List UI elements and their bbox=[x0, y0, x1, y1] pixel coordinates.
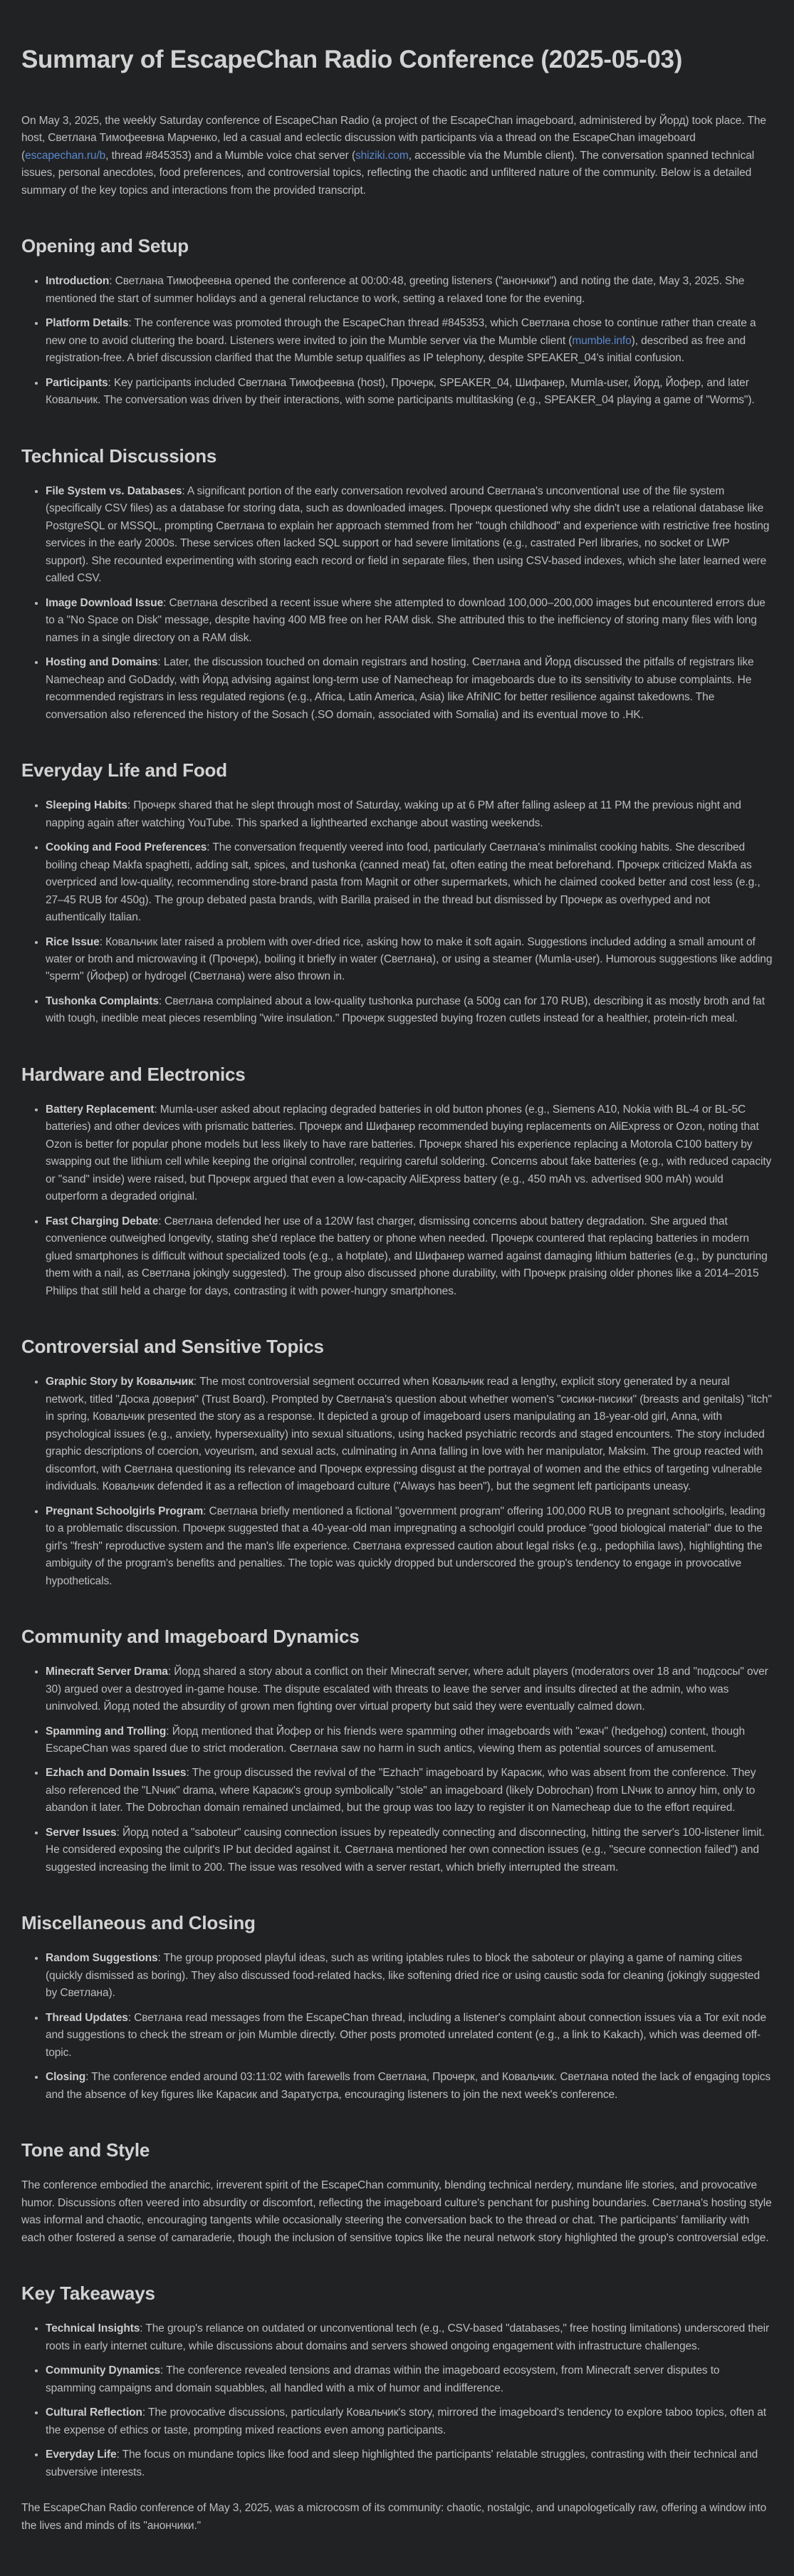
bullet-label: Spamming and Trolling bbox=[46, 1725, 167, 1738]
bullet-label: Random Suggestions bbox=[46, 1952, 158, 1965]
bullet-list bbox=[21, 1373, 773, 1590]
bullet-item: • Thread Updates: Светлана read messages from the EscapeChan thread, including a listener's complaint about connection issues via a Tor exit node and suggestions to check the stream or join Mumble directly. Other posts promoted unrelated content (e.g., a link to Kakach), which was deemed off-topic. bbox=[46, 2010, 773, 2062]
section-heading-key-takeaways: Key Takeaways bbox=[21, 2282, 155, 2305]
section-heading-hardware-and-electronics: Hardware and Electronics bbox=[21, 1063, 246, 1085]
bullet-list bbox=[21, 483, 773, 724]
bullet-label: Pregnant Schoolgirls Program bbox=[46, 1505, 204, 1517]
bullet-list bbox=[21, 1663, 773, 1876]
bullet-label: Cooking and Food Preferences bbox=[46, 841, 207, 854]
bullet-list bbox=[21, 797, 773, 1028]
bullet-label: Image Download Issue bbox=[46, 596, 164, 609]
bullet-label: Technical Insights bbox=[46, 2322, 140, 2335]
bullet-label: Introduction bbox=[46, 275, 110, 288]
bullet-item: • Graphic Story by Ковальчик: The most controversial segment occurred when Ковальчик read a lengthy, explicit story generated by a neural network, titled "Доска доверия" (Trust Board). Prompted by Светлана's question about whether women's "сисики-писики" (breasts and genitals) "itch" in spring, Ковальчик presented the story as a response. It depicted a group of imageboard users manipulating an 18-year-old girl, Anna, with psychological issues (e.g., anxiety, hypersexuality) into sexual situations, using hacked psychiatric records and staged encounters. The story included graphic descriptions of coercion, voyeurism, and sexual acts, culminating in Anna falling in love with her manipulator, Maksim. The group reacted with discomfort, with Светлана questioning its relevance and Прочерк expressing disgust at the portrayal of women and the ethics of targeting vulnerable individuals. Ковальчик defended it as a reflection of imageboard culture ("Always has been"), but the segment left participants uneasy. bbox=[46, 1373, 773, 1495]
bullet-item: • Image Download Issue: Светлана described a recent issue where she attempted to download 100,000–200,000 images but encountered errors due to a "No Space on Disk" message, despite having 400 MB free on her RAM disk. She attributed this to the inefficiency of storing many files with long names in a single directory on a RAM disk. bbox=[46, 595, 773, 647]
bullet-item: • Spamming and Trolling: Йорд mentioned that Йофер or his friends were spamming other imageboards with "ежач" (hedgehog) content, though EscapeChan was spared due to strict moderation. Светлана saw no harm in such antics, viewing them as potential sources of amusement. bbox=[46, 1723, 773, 1758]
section-heading-miscellaneous-and-closing: Miscellaneous and Closing bbox=[21, 1912, 256, 1934]
bullet-item: • Tushonka Complaints: Светлана complained about a low-quality tushonka purchase (a 500g can for 170 RUB), describing it as mostly broth and fat with tough, inedible meat pieces resembling "wire insulation." Прочерк suggested buying frozen cutlets instead for a healthier, protein-rich meal. bbox=[46, 993, 773, 1028]
bullet-item: • Everyday Life: The focus on mundane topics like food and sleep highlighted the participants' relatable struggles, contrasting with their technical and subversive interests. bbox=[46, 2446, 773, 2481]
bullet-label: Hosting and Domains bbox=[46, 656, 158, 669]
section-heading-tone-and-style: Tone and Style bbox=[21, 2139, 150, 2161]
section-heading-community-and-imageboard-dynamics: Community and Imageboard Dynamics bbox=[21, 1626, 360, 1648]
bullet-item: • Rice Issue: Ковальчик later raised a problem with over-dried rice, asking how to make it soft again. Suggestions included adding a small amount of water or broth and microwaving it (Прочерк), boiling it briefly in water (Светлана), or using a steamer (Mumla-user). Humorous suggestions like adding "sperm" (Йофер) or hydrogel (Светлана) were also thrown in. bbox=[46, 934, 773, 986]
bullet-label: Graphic Story by Ковальчик bbox=[46, 1376, 194, 1388]
bullet-label: Cultural Reflection bbox=[46, 2406, 142, 2419]
section-heading-technical-discussions: Technical Discussions bbox=[21, 445, 217, 467]
bullet-item: • Ezhach and Domain Issues: The group discussed the revival of the "Ezhach" imageboard by Карасик, who was absent from the conference. They also referenced the "LNчик" drama, where Карасик's group symbolically "stole" an imageboard (likely Dobrochan) from LNчик to annoy him, only to abandon it later. The Dobrochan domain remained unclaimed, but the group was too lazy to register it on Namecheap due to the effort required. bbox=[46, 1765, 773, 1817]
bullet-item: • Battery Replacement: Mumla-user asked about replacing degraded batteries in old button phones (e.g., Siemens A10, Nokia with BL-4 or BL-5C batteries) and other devices with prismatic batteries. Прочерк and Шифанер recommended buying replacements on AliExpress or Ozon, noting that Ozon is better for popular phone models but less likely to have rare batteries. Прочерк shared his experience replacing a Motorola C100 battery by swapping out the lithium cell while keeping the original controller, requiring careful soldering. Concerns about fake batteries (e.g., with reduced capacity or "sand" inside) were raised, but Прочерк argued that even a low-capacity AliExpress battery (e.g., 450 mAh vs. advertised 900 mAh) would outperform a degraded original. bbox=[46, 1101, 773, 1206]
bullet-item: • Introduction: Светлана Тимофеевна opened the conference at 00:00:48, greeting listeners ("анончики") and noting the date, May 3, 2025. She mentioned the start of summer holidays and a general reluctance to work, setting a relaxed tone for the evening. bbox=[46, 273, 773, 308]
bullet-label: Platform Details bbox=[46, 317, 129, 330]
bullet-item: • Closing: The conference ended around 03:11:02 with farewells from Светлана, Прочерк, and Ковальчик. Светлана noted the lack of engaging topics and the absence of key figures like Карасик and Заратустра, encouraging listeners to join the next week's conference. bbox=[46, 2069, 773, 2104]
bullet-item: • Cooking and Food Preferences: The conversation frequently veered into food, particularly Светлана's minimalist cooking habits. She described boiling cheap Makfa spaghetti, adding salt, spices, and tushonka (canned meat) fat, often eating the meat beforehand. Прочерк criticized Makfa as overpriced and low-quality, recommending store-brand pasta from Magnit or other supermarkets, which he claimed cooked better and cost less (e.g., 27–45 RUB for 450g). The group debated pasta brands, with Barilla praised in the thread but dismissed by Прочерк as overhyped and not authentically Italian. bbox=[46, 839, 773, 926]
section-heading-controversial-and-sensitive-topics: Controversial and Sensitive Topics bbox=[21, 1336, 324, 1358]
bullet-label: Server Issues bbox=[46, 1826, 117, 1839]
bullet-item: • Pregnant Schoolgirls Program: Светлана briefly mentioned a fictional "government program" offering 100,000 RUB to pregnant schoolgirls, leading to a problematic discussion. Прочерк suggested that a 40-year-old man impregnating a schoolgirl could produce "good biological material" due to the girl's "fresh" reproductive system and the man's life experience. Светлана expressed caution about legal risks (e.g., pedophilia laws), highlighting the ambiguity of the program's benefits and penalties. The topic was quickly dropped but underscored the group's tendency to engage in provocative hypotheticals. bbox=[46, 1503, 773, 1590]
bullet-list bbox=[21, 273, 773, 409]
bullet-label: Community Dynamics bbox=[46, 2364, 160, 2377]
bullet-label: Participants bbox=[46, 376, 108, 389]
inline-link[interactable]: mumble.info bbox=[572, 334, 632, 347]
bullet-item: • Community Dynamics: The conference revealed tensions and dramas within the imageboard ecosystem, from Minecraft server disputes to spamming campaigns and domain squabbles, all handled with a mix of humor and indifference. bbox=[46, 2362, 773, 2397]
bullet-item: • Participants: Key participants included Светлана Тимофеевна (host), Прочерк, SPEAKER_04, Шифанер, Mumla-user, Йорд, Йофер, and later Ковальчик. The conversation was driven by their interactions, with some participants multitasking (e.g., SPEAKER_04 playing a game of "Worms"). bbox=[46, 375, 773, 410]
section-paragraph: The conference embodied the anarchic, irreverent spirit of the EscapeChan community, blending technical nerdery, mundane life stories, and provocative humor. Discussions often veered into absurdity or discomfort, reflecting the imageboard culture's penchant for pushing boundaries. Светлана's hosting style was informal and chaotic, encouraging tangents while occasionally steering the conversation back to the thread or chat. The participants' familiarity with each other fostered a sense of camaraderie, though the inclusion of sensitive topics like the neural network story highlighted the group's controversial edge. bbox=[21, 2179, 772, 2244]
closing-paragraph: The EscapeChan Radio conference of May 3, 2025, was a microcosm of its community: chaotic, nostalgic, and unapologetically raw, offering a window into the lives and minds of its "анончики." bbox=[21, 2502, 767, 2532]
bullet-label: Minecraft Server Drama bbox=[46, 1666, 168, 1678]
inline-link[interactable]: shiziki.com bbox=[355, 149, 409, 162]
bullet-item: • Sleeping Habits: Прочерк shared that he slept through most of Saturday, waking up at 6 PM after falling asleep at 11 PM the previous night and napping again after watching YouTube. This sparked a lighthearted exchange about wasting weekends. bbox=[46, 797, 773, 832]
bullet-item: • Technical Insights: The group's reliance on outdated or unconventional tech (e.g., CSV-based "databases," free hosting limitations) underscored their roots in early internet culture, while discussions about domains and servers showed ongoing engagement with infrastructure challenges. bbox=[46, 2320, 773, 2355]
inline-link[interactable]: escapechan.ru/b bbox=[25, 149, 106, 162]
bullet-label: Battery Replacement bbox=[46, 1103, 155, 1116]
intro-paragraph: On May 3, 2025, the weekly Saturday conference of EscapeChan Radio (a project of the EscapeChan imageboard, administered by Йорд) took place. The host, Светлана Тимофеевна Марченко, led a casual and eclectic discussion with participants via a thread on the EscapeChan imageboard (escapechan.ru/b, thread #845353) and a Mumble voice chat server (shiziki.com, accessible via the Mumble client). The conversation spanned technical issues, personal anecdotes, food preferences, and controversial topics, reflecting the chaotic and unfiltered nature of the community. Below is a detailed summary of the key topics and interactions from the provided transcript. bbox=[21, 115, 766, 197]
bullet-item: • Cultural Reflection: The provocative discussions, particularly Ковальчик's story, mirrored the imageboard's tendency to explore taboo topics, often at the expense of ethics or taste, prompting mixed reactions even among participants. bbox=[46, 2404, 773, 2439]
bullet-label: Rice Issue bbox=[46, 935, 100, 948]
bullet-item: • File System vs. Databases: A significant portion of the early conversation revolved around Светлана's unconventional use of the file system (specifically CSV files) as a database for storing data, such as downloaded images. Прочерк questioned why she didn't use a relational database like PostgreSQL or MSSQL, prompting Светлана to explain her approach stemmed from her "tough childhood" and experience with restrictive free hosting services in the early 2000s. These services often lacked SQL support or had severe limitations (e.g., castrated Perl libraries, no socket or LWP support). She recounted experimenting with storing each record or field in separate files, then using CSV-based indexes, which she later learned were called CSV. bbox=[46, 483, 773, 588]
bullet-item: • Random Suggestions: The group proposed playful ideas, such as writing iptables rules to block the saboteur or playing a game of naming cities (quickly dismissed as boring). They also discussed food-related hacks, like softening dried rice or using caustic soda for cleaning (jokingly suggested by Светлана). bbox=[46, 1950, 773, 2002]
page-title: Summary of EscapeChan Radio Conference (2025-05-03) bbox=[21, 46, 683, 73]
bullet-list bbox=[21, 1950, 773, 2104]
bullet-label: Sleeping Habits bbox=[46, 799, 127, 812]
bullet-item: • Server Issues: Йорд noted a "saboteur" causing connection issues by repeatedly connecting and disconnecting, hitting the server's 100-listener limit. He considered exposing the culprit's IP but decided against it. Светлана mentioned her own connection issues (e.g., "secure connection failed") and suggested increasing the limit to 200. The issue was resolved with a server restart, which briefly interrupted the stream. bbox=[46, 1824, 773, 1876]
bullet-label: Ezhach and Domain Issues bbox=[46, 1767, 187, 1780]
bullet-list bbox=[21, 2320, 773, 2481]
bullet-item: • Hosting and Domains: Later, the discussion touched on domain registrars and hosting. Светлана and Йорд discussed the pitfalls of registrars like Namecheap and GoDaddy, with Йорд advising against long-term use of Namecheap for imageboards due to its sensitivity to abuse complaints. He recommended registrars in less regulated regions (e.g., Africa, Latin America, Asia) like AfriNIC for better resilience against takedowns. The conversation also referenced the history of the Sosach (.SO domain, associated with Somalia) and its eventual move to .HK. bbox=[46, 654, 773, 724]
bullet-label: Closing bbox=[46, 2071, 86, 2084]
bullet-item: • Fast Charging Debate: Светлана defended her use of a 120W fast charger, dismissing concerns about battery degradation. She argued that convenience outweighed longevity, stating she'd replace the battery or phone when needed. Прочерк countered that replacing batteries in modern glued smartphones is difficult without specialized tools (e.g., a hotplate), and Шифанер warned against damaging lithium batteries (e.g., by puncturing them with a nail, as Светлана jokingly suggested). The group also discussed phone durability, with Прочерк praising older phones like a 2014–2015 Philips that still held a charge for days, contrasting it with power-hungry smartphones. bbox=[46, 1213, 773, 1300]
bullet-label: Thread Updates bbox=[46, 2011, 128, 2024]
bullet-label: File System vs. Databases bbox=[46, 484, 182, 497]
bullet-item: • Minecraft Server Drama: Йорд shared a story about a conflict on their Minecraft server, where adult players (moderators over 18 and "подсосы" over 30) argued over a destroyed in-game house. The dispute escalated with threats to leave the server and insults directed at the admin, who was uninvolved. Йорд noted the absurdity of grown men fighting over virtual property but said they were eventually calmed down. bbox=[46, 1663, 773, 1715]
bullet-label: Everyday Life bbox=[46, 2448, 117, 2461]
bullet-label: Tushonka Complaints bbox=[46, 994, 159, 1007]
section-heading-everyday-life-and-food: Everyday Life and Food bbox=[21, 759, 227, 781]
document-sections bbox=[21, 235, 773, 2481]
bullet-item: • Platform Details: The conference was promoted through the EscapeChan thread #845353, which Светлана chose to continue rather than create a new one to avoid cluttering the board. Listeners were invited to join the Mumble server via the Mumble client (mumble.info), described as free and registration-free. A brief discussion clarified that the Mumble setup qualifies as IP telephony, despite SPEAKER_04's initial confusion. bbox=[46, 315, 773, 367]
section-heading-opening-and-setup: Opening and Setup bbox=[21, 235, 189, 257]
bullet-list bbox=[21, 1101, 773, 1300]
bullet-label: Fast Charging Debate bbox=[46, 1215, 159, 1227]
